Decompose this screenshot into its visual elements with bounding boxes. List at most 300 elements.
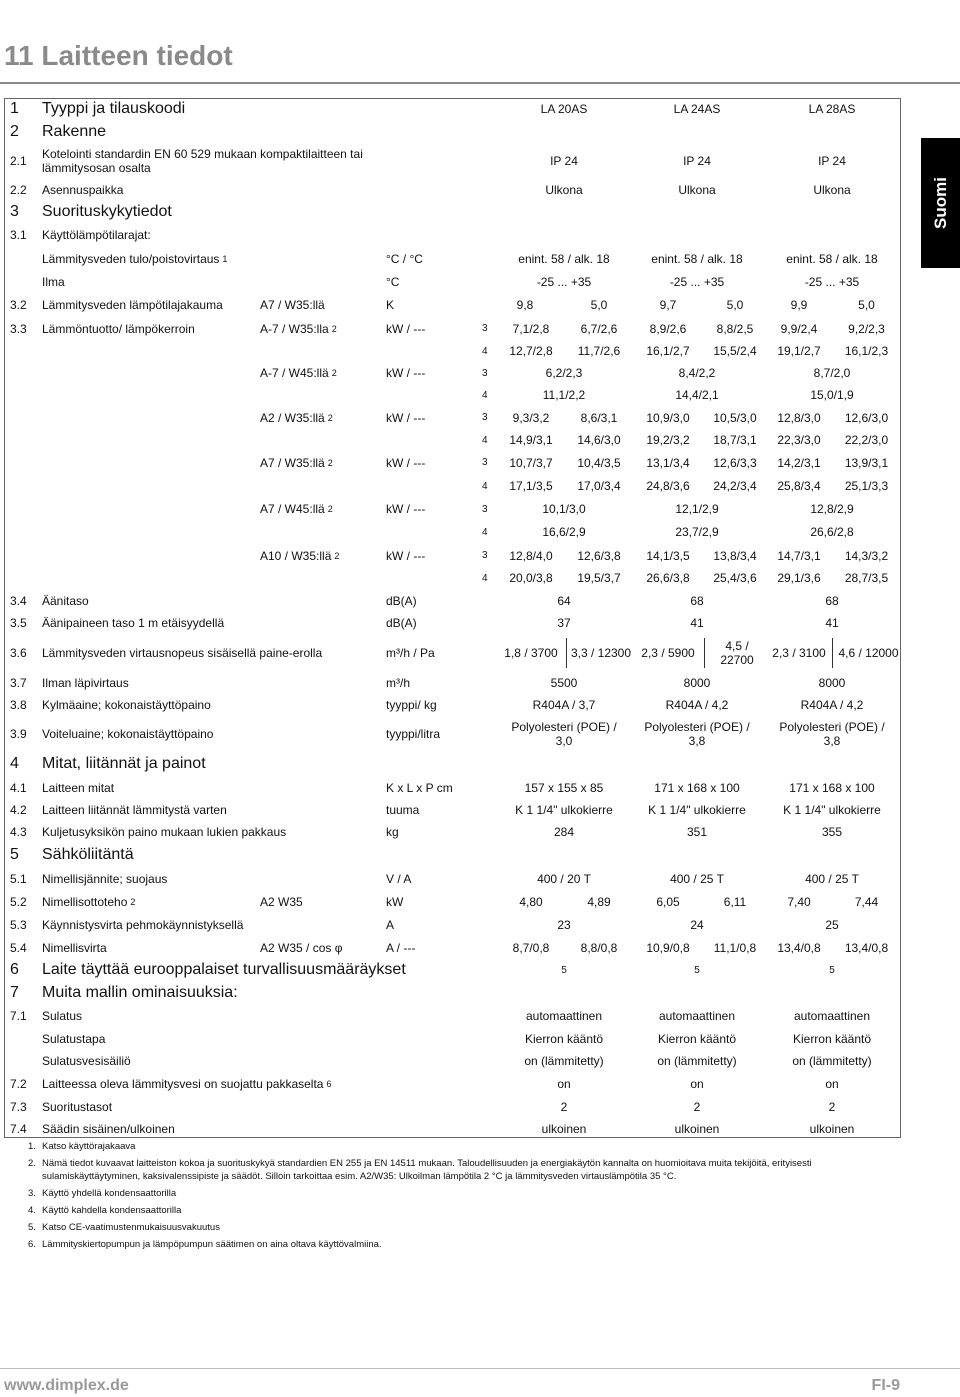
table-cell: 37 xyxy=(557,616,571,630)
table-cell: 25,4/3,6 xyxy=(713,571,757,585)
table-cell: Sulatusvesisäiliö xyxy=(42,1054,131,1068)
table-cell: 3.3 xyxy=(10,321,27,336)
table-row xyxy=(4,589,901,612)
table-cell: 3.4 xyxy=(10,593,27,608)
table-cell: 68 xyxy=(825,593,839,608)
footnote-ref: 2 xyxy=(130,897,136,907)
table-cell: Lämmöntuotto/ lämpökerroin xyxy=(42,321,195,336)
table-row xyxy=(4,567,901,589)
footnote-text: Nämä tiedot kuvaavat laitteiston kokoa ja suorituskykyä standardien EN 255 ja EN 14511 mukaan. Taloudellisuuden ja energiakäytön kannalta on huomioitava muita tekijöitä, erityisesti sulamiskäyttäytyminen, kaksivalenssipiste ja säädöt. Silloin tarkoittaa esim. A2/W35: Ulkoilman lämpötila 2 °C ja lämmitysveden virtauslämpötila 35 °C. xyxy=(42,1158,812,1182)
footnote-ref: 2 xyxy=(327,504,333,514)
table-cell: Mitat, liitännät ja painot xyxy=(42,755,206,772)
table-cell: 8,7/2,0 xyxy=(813,366,851,380)
table-cell: 13,9/3,1 xyxy=(844,455,889,470)
footnote-text: Lämmityskiertopumpun ja lämpöpumpun säätimen on aina oltava käyttövalmiina. xyxy=(42,1239,382,1250)
table-cell: Sulatus xyxy=(42,1009,83,1023)
cell-divider xyxy=(704,638,705,668)
table-cell: Lämmitysveden lämpötilajakauma xyxy=(42,298,223,312)
table-cell: 4 xyxy=(482,345,488,357)
footer-url: www.dimplex.de xyxy=(4,1377,129,1394)
table-cell: 3 xyxy=(482,550,488,561)
table-cell: 12,8/3,0 xyxy=(777,410,821,425)
table-cell: 4 xyxy=(482,434,488,446)
table-row xyxy=(4,936,901,959)
footnote-number: 4. xyxy=(28,1205,36,1216)
table-cell: °C / °C xyxy=(386,251,423,266)
table-cell: 355 xyxy=(821,825,843,839)
table-cell: 3.8 xyxy=(10,698,27,712)
table-cell: 7.3 xyxy=(10,1100,27,1114)
table-cell: Säädin sisäinen/ulkoinen xyxy=(42,1122,175,1136)
table-cell: 12,6/3,0 xyxy=(844,410,889,425)
table-cell: 25,8/3,4 xyxy=(777,479,821,493)
table-cell: Laite täyttää eurooppalaiset turvallisuusmääräykset xyxy=(42,961,406,978)
table-cell: 5.1 xyxy=(10,871,27,886)
table-cell: V / A xyxy=(386,871,412,886)
table-row xyxy=(4,271,901,293)
table-row xyxy=(4,914,901,936)
table-cell: 9,9/2,4 xyxy=(780,321,818,336)
table-cell: ulkoinen xyxy=(541,1122,587,1136)
table-cell: 157 x 155 x 85 xyxy=(524,780,604,795)
table-cell: 11,1/0,8 xyxy=(713,940,757,955)
table-cell: on (lämmitetty) xyxy=(524,1054,604,1068)
table-cell: 3.7 xyxy=(10,676,27,690)
table-cell: IP 24 xyxy=(683,154,711,168)
table-cell: 5 xyxy=(829,964,835,976)
table-cell: Polyolesteri (POE) / 3,8 xyxy=(779,720,885,748)
footnote-number: 3. xyxy=(28,1188,36,1199)
table-cell: 3,3 / 12300 xyxy=(570,646,632,660)
table-cell: 13,4/0,8 xyxy=(777,940,821,955)
footnote-text: Käyttö yhdellä kondensaattorilla xyxy=(42,1188,177,1199)
footnote-ref: 2 xyxy=(331,323,337,334)
table-cell: 4 xyxy=(482,572,488,584)
table-cell: 3 xyxy=(482,457,488,468)
table-cell: ulkoinen xyxy=(809,1122,855,1136)
footnote-ref: 2 xyxy=(327,412,333,423)
table-cell: 18,7/3,1 xyxy=(713,433,757,447)
table-cell: enint. 58 / alk. 18 xyxy=(651,251,743,266)
table-cell: °C xyxy=(386,275,400,289)
table-cell: 12,8/2,9 xyxy=(810,502,854,516)
table-cell: 11,7/2,6 xyxy=(577,344,621,358)
table-cell: 4 xyxy=(482,389,488,401)
table-row xyxy=(4,716,901,752)
table-cell: 5,0 xyxy=(858,298,875,312)
table-cell: Sulatustapa xyxy=(42,1031,106,1046)
table-cell: 351 xyxy=(686,825,708,839)
table-cell: m³/h / Pa xyxy=(386,646,435,660)
table-cell: Nimellisvirta xyxy=(42,940,107,955)
table-cell: 2 xyxy=(560,1100,568,1114)
table-row xyxy=(4,143,901,179)
table-cell: 23 xyxy=(557,918,571,932)
table-cell: tyyppi/litra xyxy=(386,727,441,741)
table-cell: 2 xyxy=(10,122,19,140)
footnotes xyxy=(28,1140,888,1255)
table-cell: 12,6/3,3 xyxy=(713,455,757,470)
table-cell: 5 xyxy=(561,964,567,976)
table-cell: 3 xyxy=(10,203,19,220)
footnote xyxy=(28,1140,888,1153)
language-tab-label: Suomi xyxy=(930,177,950,229)
table-cell: Ilman läpivirtaus xyxy=(42,676,129,690)
table-cell: 64 xyxy=(557,593,571,608)
table-cell: K xyxy=(386,298,395,312)
table-row xyxy=(4,959,901,981)
table-cell: 1,8 / 3700 xyxy=(504,646,558,660)
table-cell: 16,6/2,9 xyxy=(542,525,586,539)
table-cell: 17,0/3,4 xyxy=(577,479,621,493)
table-cell: Käynnistysvirta pehmokäynnistyksellä xyxy=(42,918,244,932)
table-cell: 12,7/2,8 xyxy=(509,344,553,358)
table-cell: A / --- xyxy=(386,940,416,955)
table-cell: 10,1/3,0 xyxy=(542,502,586,516)
table-cell: Ilma xyxy=(42,275,65,289)
table-cell: 3 xyxy=(482,503,488,515)
table-cell: 4,89 xyxy=(587,895,611,909)
table-row xyxy=(4,1072,901,1096)
table-cell: 7,1/2,8 xyxy=(512,321,550,336)
table-row xyxy=(4,752,901,776)
table-cell: LA 28AS xyxy=(808,102,856,116)
table-row xyxy=(4,406,901,429)
table-row xyxy=(4,340,901,362)
table-cell: 17,1/3,5 xyxy=(509,479,553,493)
table-cell: 6,7/2,6 xyxy=(580,321,618,336)
table-row xyxy=(4,179,901,200)
table-cell: Lämmitysveden tulo/poistovirtaus 1 xyxy=(42,251,228,266)
table-cell: Äänitaso xyxy=(42,593,89,608)
footnote-text: Katso CE-vaatimustenmukaisuusvakuutus xyxy=(42,1222,220,1233)
table-cell: 4 xyxy=(482,480,488,492)
table-cell: 5.2 xyxy=(10,895,27,909)
table-cell: 6,05 xyxy=(656,895,680,909)
table-cell: 4,5 / 22700 xyxy=(720,639,754,667)
table-cell: R404A / 3,7 xyxy=(532,698,596,712)
table-cell: 14,3/3,2 xyxy=(844,548,889,563)
table-cell: IP 24 xyxy=(550,154,578,168)
table-row xyxy=(4,120,901,143)
table-cell: tuuma xyxy=(386,803,420,817)
table-row xyxy=(4,544,901,567)
table-cell: -25 ... +35 xyxy=(536,275,592,289)
footnote-text: Käyttö kahdella kondensaattorilla xyxy=(42,1205,182,1216)
table-cell: 24 xyxy=(690,918,704,932)
footnote-number: 2. xyxy=(28,1158,36,1169)
table-cell: enint. 58 / alk. 18 xyxy=(786,251,878,266)
table-cell: kg xyxy=(386,825,399,839)
table-cell: Polyolesteri (POE) / 3,8 xyxy=(644,720,750,748)
table-cell: 2 xyxy=(828,1100,836,1114)
table-cell: dB(A) xyxy=(386,616,417,630)
footnote xyxy=(28,1221,888,1234)
table-row xyxy=(4,246,901,271)
table-cell: 8,8/0,8 xyxy=(580,940,618,955)
table-cell: 41 xyxy=(690,616,704,630)
table-cell: A2 W35 / cos φ xyxy=(260,940,343,955)
table-cell: 3.6 xyxy=(10,646,27,660)
table-cell: Kierron kääntö xyxy=(524,1031,604,1046)
table-cell: 22,3/3,0 xyxy=(777,433,821,447)
table-cell: Rakenne xyxy=(42,122,107,140)
footnote xyxy=(28,1157,888,1183)
table-cell: 171 x 168 x 100 xyxy=(654,780,740,795)
table-cell: 7,40 xyxy=(787,895,811,909)
table-cell: 4.1 xyxy=(10,780,27,795)
table-cell: A-7 / W45:llä 2 xyxy=(260,366,337,380)
table-cell: 3.9 xyxy=(10,727,27,741)
table-cell: 68 xyxy=(690,593,704,608)
table-row xyxy=(4,293,901,317)
table-cell: 2.1 xyxy=(10,154,27,168)
table-cell: R404A / 4,2 xyxy=(800,698,864,712)
table-row xyxy=(4,799,901,821)
table-cell: 8000 xyxy=(818,676,846,690)
table-row xyxy=(4,1050,901,1072)
table-cell: Nimellisottoteho 2 xyxy=(42,895,136,909)
table-cell: Tyyppi ja tilauskoodi xyxy=(42,100,186,117)
table-cell: kW / --- xyxy=(386,410,426,425)
footer-rule xyxy=(0,1368,960,1369)
table-cell: 5.3 xyxy=(10,918,27,932)
table-cell: -25 ... +35 xyxy=(804,275,860,289)
table-cell: 5500 xyxy=(550,676,578,690)
table-cell: 1 xyxy=(10,100,19,117)
table-cell: 8,8/2,5 xyxy=(716,321,754,336)
table-cell: 6,2/2,3 xyxy=(545,366,583,380)
table-cell: Nimellisjännite; suojaus xyxy=(42,871,168,886)
table-cell: 10,9/3,0 xyxy=(646,410,690,425)
table-cell: 22,2/3,0 xyxy=(844,433,889,447)
table-row xyxy=(4,981,901,1005)
table-row xyxy=(4,1118,901,1140)
table-cell: 171 x 168 x 100 xyxy=(789,780,875,795)
table-row xyxy=(4,843,901,867)
footnote-text: Katso käyttörajakaava xyxy=(42,1141,136,1152)
table-cell: 5.4 xyxy=(10,940,27,955)
table-cell: on (lämmitetty) xyxy=(657,1054,737,1068)
table-cell: Suoritustasot xyxy=(42,1100,113,1114)
table-cell: 5 xyxy=(694,964,700,976)
table-cell: 400 / 25 T xyxy=(670,871,724,886)
table-cell: A2 / W35:llä 2 xyxy=(260,410,333,425)
table-cell: 13,4/0,8 xyxy=(844,940,889,955)
table-cell: 9,8 xyxy=(516,298,534,312)
table-row xyxy=(4,317,901,340)
footnote xyxy=(28,1204,888,1217)
table-cell: K 1 1/4" ulkokierre xyxy=(515,803,613,817)
table-cell: 4,80 xyxy=(519,895,543,909)
table-cell: 3.2 xyxy=(10,298,27,312)
table-cell: 400 / 20 T xyxy=(537,871,591,886)
table-row xyxy=(4,224,901,246)
table-row xyxy=(4,867,901,890)
table-row xyxy=(4,200,901,224)
table-cell: 23,7/2,9 xyxy=(675,525,719,539)
table-cell: 7 xyxy=(10,984,19,1001)
table-cell: kW / --- xyxy=(386,321,426,336)
table-cell: LA 20AS xyxy=(540,102,588,116)
table-row xyxy=(4,498,901,520)
table-cell: 29,1/3,6 xyxy=(777,571,821,585)
table-cell: Ulkona xyxy=(545,182,583,197)
table-row xyxy=(4,98,901,120)
page-number: FI-9 xyxy=(871,1377,900,1394)
table-row xyxy=(4,1005,901,1027)
table-cell: Lämmitysveden virtausnopeus sisäisellä paine-erolla xyxy=(42,646,323,660)
table-cell: 14,1/3,5 xyxy=(646,548,690,563)
table-cell: Kierron kääntö xyxy=(657,1031,737,1046)
table-cell: 10,7/3,7 xyxy=(509,455,553,470)
table-cell: A7 / W35:llä 2 xyxy=(260,455,333,470)
table-cell: K x L x P cm xyxy=(386,780,453,795)
table-cell: Kotelointi standardin EN 60 529 mukaan kompaktilaitteen tai lämmitysosan osalta xyxy=(42,147,363,175)
footnote-number: 6. xyxy=(28,1239,36,1250)
footnote-ref: 2 xyxy=(331,368,337,378)
table-cell: 14,9/3,1 xyxy=(509,433,553,447)
table-cell: 7.4 xyxy=(10,1122,27,1136)
title-rule xyxy=(0,82,960,84)
table-cell: IP 24 xyxy=(818,154,846,168)
table-cell: 4.3 xyxy=(10,825,27,839)
table-cell: 7.2 xyxy=(10,1077,27,1091)
table-cell: Ulkona xyxy=(678,182,716,197)
table-cell: automaattinen xyxy=(658,1009,736,1023)
table-cell: 9,2/2,3 xyxy=(848,321,885,336)
footnote xyxy=(28,1238,888,1251)
table-cell: dB(A) xyxy=(386,593,417,608)
table-cell: A10 / W35:llä 2 xyxy=(260,548,340,563)
table-cell: 4.2 xyxy=(10,803,27,817)
table-cell: 6,11 xyxy=(723,895,747,909)
table-cell: Suorituskykytiedot xyxy=(42,203,172,220)
table-cell: 8000 xyxy=(683,676,711,690)
table-cell: 3.5 xyxy=(10,616,27,630)
table-row xyxy=(4,672,901,694)
table-cell: 10,9/0,8 xyxy=(646,940,690,955)
table-cell: Muita mallin ominaisuuksia: xyxy=(42,984,238,1001)
table-cell: 284 xyxy=(553,825,575,839)
table-row xyxy=(4,362,901,384)
table-cell: 3 xyxy=(482,412,488,423)
table-cell: 8,4/2,2 xyxy=(678,366,716,380)
table-cell: 11,1/2,2 xyxy=(542,388,586,402)
footnote-ref: 2 xyxy=(334,550,340,561)
table-cell: on xyxy=(557,1077,571,1091)
table-cell: enint. 58 / alk. 18 xyxy=(518,251,610,266)
table-cell: 41 xyxy=(825,616,839,630)
table-cell: A xyxy=(386,918,395,932)
table-cell: Laitteessa oleva lämmitysvesi on suojattu pakkaselta 6 xyxy=(42,1077,332,1091)
table-cell: A7 / W35:llä xyxy=(260,298,325,312)
table-cell: 13,8/3,4 xyxy=(713,548,757,563)
table-cell: Asennuspaikka xyxy=(42,182,124,197)
table-cell: automaattinen xyxy=(793,1009,871,1023)
table-row xyxy=(4,1096,901,1118)
table-cell: -25 ... +35 xyxy=(669,275,725,289)
table-cell: A-7 / W35:lla 2 xyxy=(260,321,337,336)
table-cell: on xyxy=(690,1077,704,1091)
table-cell: 4 xyxy=(482,526,488,538)
table-cell: 12,6/3,8 xyxy=(577,548,621,563)
table-cell: 16,1/2,7 xyxy=(646,344,690,358)
table-cell: Kylmäaine; kokonaistäyttöpaino xyxy=(42,698,211,712)
table-cell: kW / --- xyxy=(386,455,426,470)
table-cell: Laitteen mitat xyxy=(42,780,115,795)
table-cell: 20,0/3,8 xyxy=(509,571,553,585)
table-cell: Käyttölämpötilarajat: xyxy=(42,228,151,242)
table-cell: 400 / 25 T xyxy=(805,871,859,886)
table-cell: 8,9/2,6 xyxy=(649,321,687,336)
table-cell: 7.1 xyxy=(10,1009,27,1023)
page-title: 11 Laitteen tiedot xyxy=(4,40,233,71)
table-cell: kW / --- xyxy=(386,366,426,380)
footnote-ref: 6 xyxy=(326,1079,332,1089)
table-cell: 2,3 / 3100 xyxy=(772,646,826,660)
table-cell: Laitteen liitännät lämmitystä varten xyxy=(42,803,227,817)
table-cell: 14,4/2,1 xyxy=(675,388,719,402)
table-cell: kW xyxy=(386,895,404,909)
table-cell: Sähköliitäntä xyxy=(42,846,134,863)
table-cell: on xyxy=(825,1077,839,1091)
table-cell: 12,1/2,9 xyxy=(675,502,719,516)
footnote-ref: 1 xyxy=(222,253,228,264)
footnote-ref: 2 xyxy=(327,457,333,468)
table-cell: automaattinen xyxy=(525,1009,603,1023)
footnote-number: 1. xyxy=(28,1141,36,1152)
table-row xyxy=(4,612,901,634)
table-row xyxy=(4,474,901,498)
table-cell: A2 W35 xyxy=(260,895,303,909)
table-cell: 26,6/3,8 xyxy=(646,571,690,585)
table-cell: 3 xyxy=(482,323,488,334)
table-cell: 9,9 xyxy=(790,298,808,312)
table-cell: K 1 1/4" ulkokierre xyxy=(783,803,881,817)
table-cell: 28,7/3,5 xyxy=(844,571,889,585)
table-cell: 10,4/3,5 xyxy=(577,455,621,470)
table-cell: tyyppi/ kg xyxy=(386,698,437,712)
table-cell: 5,0 xyxy=(726,298,744,312)
table-cell: Kierron kääntö xyxy=(792,1031,872,1046)
table-row xyxy=(4,520,901,544)
table-cell: 19,1/2,7 xyxy=(777,344,821,358)
table-cell: A7 / W45:llä 2 xyxy=(260,502,333,516)
table-cell: 2,3 / 5900 xyxy=(641,646,695,660)
table-cell: on (lämmitetty) xyxy=(792,1054,872,1068)
table-row xyxy=(4,1027,901,1050)
table-cell: 14,6/3,0 xyxy=(577,433,621,447)
table-cell: kW / --- xyxy=(386,548,426,563)
table-cell: 19,5/3,7 xyxy=(577,571,621,585)
table-cell: 14,7/3,1 xyxy=(777,548,821,563)
table-cell: 24,2/3,4 xyxy=(713,479,757,493)
table-cell: 2.2 xyxy=(10,182,27,197)
table-cell: Äänipaineen taso 1 m etäisyydellä xyxy=(42,616,225,630)
table-cell: 15,5/2,4 xyxy=(713,344,757,358)
table-cell: 15,0/1,9 xyxy=(810,388,854,402)
table-cell: K 1 1/4" ulkokierre xyxy=(648,803,746,817)
table-cell: 25 xyxy=(825,918,839,932)
table-cell: Kuljetusyksikön paino mukaan lukien pakkaus xyxy=(42,825,287,839)
table-cell: m³/h xyxy=(386,676,410,690)
table-cell: kW / --- xyxy=(386,502,426,516)
cell-divider xyxy=(566,638,567,668)
table-row xyxy=(4,429,901,451)
table-cell: 26,6/2,8 xyxy=(810,525,854,539)
table-row xyxy=(4,890,901,914)
